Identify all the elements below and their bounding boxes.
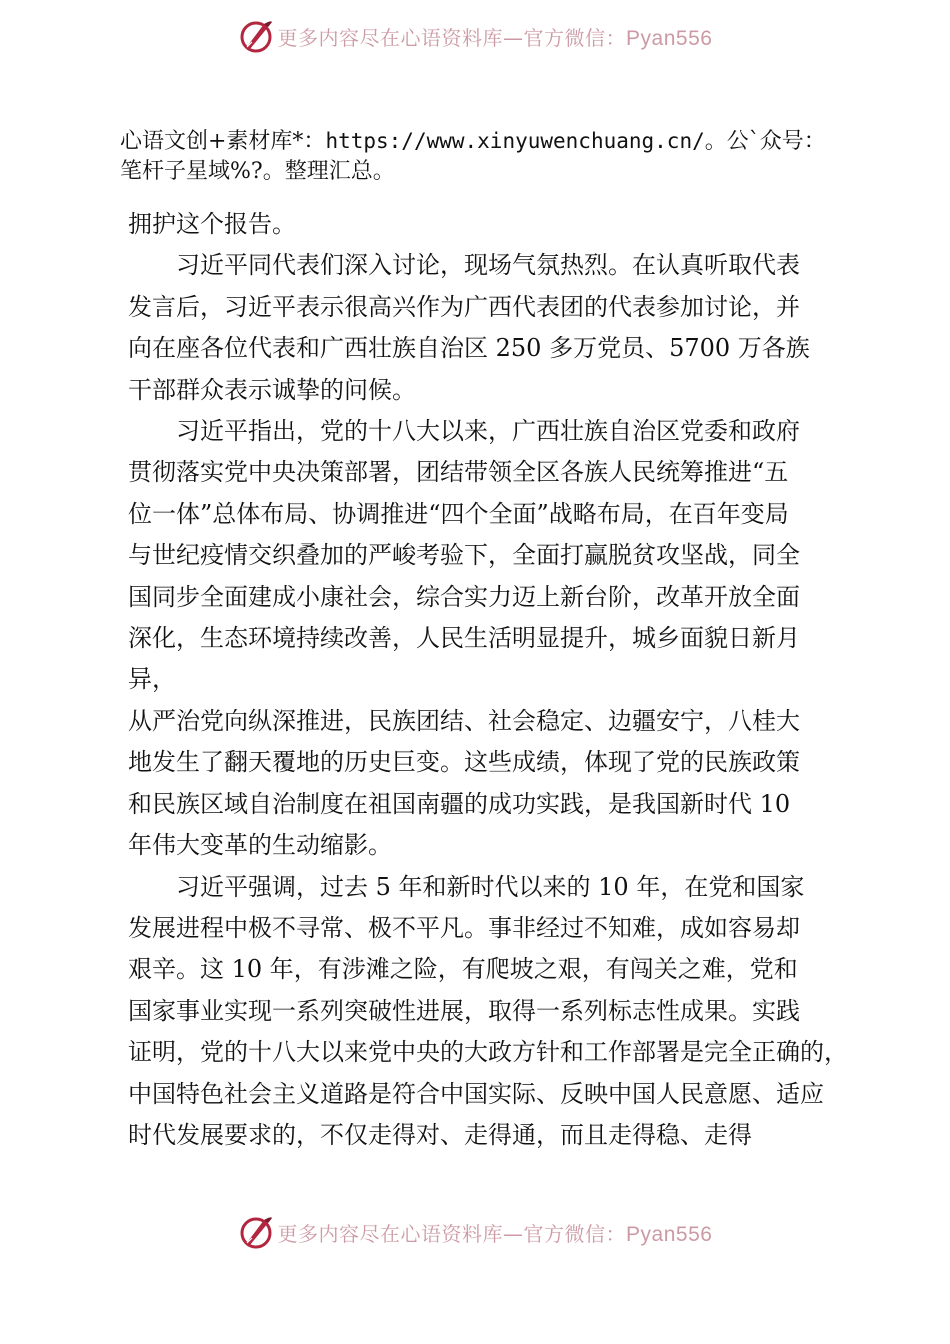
quill-pen-logo-icon	[238, 18, 274, 54]
header-banner	[0, 14, 950, 58]
wechat-id: Pyan556	[626, 1222, 713, 1246]
banner-text: 更多内容尽在心语资料库—官方微信：Pyan556	[277, 25, 713, 50]
promo-line	[120, 126, 880, 187]
paragraph-1: 拥护这个报告。	[128, 210, 296, 238]
wechat-id: Pyan556	[626, 26, 713, 50]
paragraph-4: 习近平强调，过去 5 年和新时代以来的 10 年，在党和国家 发展进程中极不寻常、极不平凡。事非经过不知难，成如容易却 艰辛。这 10 年，有涉滩之险，有爬坡之艰，有闯关之难，党和 国家事业实现一系列突破性进展，取得一系列标志性成果。实践 证明，党的十八大以来党中央的大政方针和工作部署是完全正确的， 中国特色社会主义道路是符合中国实际、反映中国人民意愿、适应 时代发展要求的，不仅走得对、走得通，而且走得稳、走得	[128, 872, 848, 1149]
quill-pen-logo-icon	[238, 1214, 274, 1250]
promo-suffix: 。公`众号： 笔杆子星域%?。整理汇总。	[120, 129, 826, 184]
banner-text: 更多内容尽在心语资料库—官方微信：Pyan556	[277, 1221, 713, 1246]
paragraph-3: 习近平指出，党的十八大以来，广西壮族自治区党委和政府 贯彻落实党中央决策部署，团结带领全区各族人民统筹推进“五 位一体”总体布局、协调推进“四个全面”战略布局，在百年变局 与世纪疫情交织叠加的严峻考验下，全面打赢脱贫攻坚战，同全 国同步全面建成小康社会，综合实力迈上新台阶，改革开放全面 深化，生态环境持续改善，人民生活明显提升，城乡面貌日新月 异， 从严治党向纵深推进，民族团结、社会稳定、边疆安宁，八桂大 地发生了翻天覆地的历史巨变。这些成绩，体现了党的民族政策 和民族区域自治制度在祖国南疆的成功实践，是我国新时代 10 年伟大变革的生动缩影。	[128, 417, 800, 860]
article-body	[128, 204, 848, 1156]
paragraph-2: 习近平同代表们深入讨论，现场气氛热烈。在认真听取代表 发言后，习近平表示很高兴作为广西代表团的代表参加讨论，并 向在座各位代表和广西壮族自治区 250 多万党员、5700 万各族 干部群众表示诚挚的问候。	[128, 251, 810, 404]
promo-prefix: 心语文创+素材库*：	[120, 129, 326, 154]
footer-banner	[0, 1210, 950, 1254]
promo-url: https://www.xinyuwenchuang.cn/	[325, 129, 705, 153]
